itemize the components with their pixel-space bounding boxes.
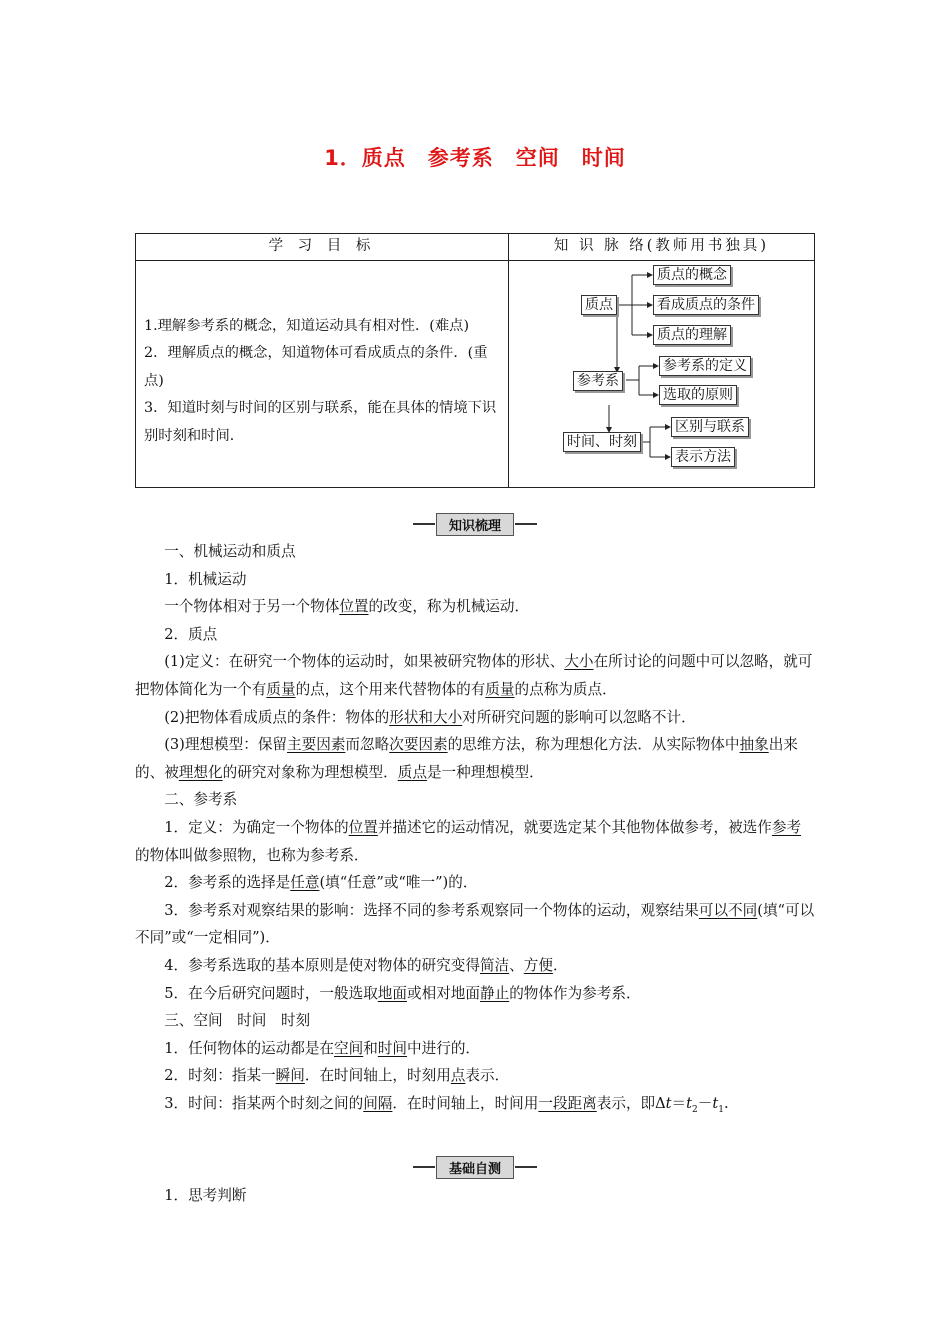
node-particle-condition: 看成质点的条件 xyxy=(653,295,759,315)
paragraph-mechanical-motion: 一个物体相对于另一个物体位置的改变，称为机械运动． xyxy=(164,598,530,616)
paragraph-space-time: 1．任何物体的运动都是在空间和时间中进行的． xyxy=(164,1039,481,1057)
objectives-table xyxy=(135,233,815,488)
goal-1: 1.理解参考系的概念，知道运动具有相对性．(难点) xyxy=(144,318,470,334)
paragraph-reference-effect: 3．参考系对观察结果的影响：选择不同的参考系观察同一个物体的运动，观察结果可以不同(填“可以不同”或“一定相同”)． xyxy=(135,901,815,947)
paragraph-time-interval: 3．时间：指某两个时刻之间的间隔．在时间轴上，时间用一段距离表示，即$\Delta t=t_2-t_1$. xyxy=(164,1094,729,1115)
node-particle-understanding: 质点的理解 xyxy=(653,325,731,345)
paragraph-particle-definition: (1)定义：在研究一个物体的运动时，如果被研究物体的形状、大小在所讨论的问题中可以忽略，就可把物体简化为一个有质量的点，这个用来代替物体的有质量的点称为质点． xyxy=(135,653,813,698)
node-particle: 质点 xyxy=(581,295,617,315)
section-tag-knowledge: 知识梳理 xyxy=(0,513,950,535)
node-representation: 表示方法 xyxy=(671,447,735,467)
heading-mechanical-motion: 一、机械运动和质点 xyxy=(164,543,296,560)
paragraph-reference-choice: 2．参考系的选择是任意(填“任意”或“唯一”)的． xyxy=(164,874,478,892)
knowledge-map-header: 知 识 脉 络(教师用书独具) xyxy=(509,234,815,261)
goal-2: 2．理解质点的概念，知道物体可看成质点的条件．(重点) xyxy=(144,345,488,389)
paragraph-particle-condition: (2)把物体看成质点的条件：物体的形状和大小对所研究问题的影响可以忽略不计． xyxy=(164,708,696,726)
learning-goals-cell xyxy=(136,261,509,488)
page-title: 1．质点 参考系 空间 时间 xyxy=(324,146,626,170)
paragraph-reference-definition: 1．定义：为确定一个物体的位置并描述它的运动情况，就要选定某个其他物体做参考，被选作参考的物体叫做参照物，也称为参考系． xyxy=(135,818,802,864)
heading-think-judge: 1．思考判断 xyxy=(164,1187,247,1204)
learning-goals-header: 学 习 目 标 xyxy=(136,234,509,261)
knowledge-body xyxy=(135,538,815,1124)
heading-reference-frame: 二、参考系 xyxy=(164,791,238,809)
node-difference-relation: 区别与联系 xyxy=(671,417,749,437)
subheading-mechanical-motion: 1．机械运动 xyxy=(164,570,247,588)
node-reference-frame: 参考系 xyxy=(573,371,623,391)
node-reference-definition: 参考系的定义 xyxy=(659,356,751,376)
goal-3: 3．知道时刻与时间的区别与联系，能在具体的情境下识别时刻和时间． xyxy=(144,400,497,444)
heading-space-time: 三、空间 时间 时刻 xyxy=(164,1012,311,1030)
section-tag-self-test: 基础自测 xyxy=(0,1156,950,1178)
knowledge-map-cell xyxy=(509,261,815,488)
paragraph-ideal-model: (3)理想模型：保留主要因素而忽略次要因素的思维方法，称为理想化方法．从实际物体中抽象出来的、被理想化的研究对象称为理想模型．质点是一种理想模型． xyxy=(135,736,798,781)
paragraph-reference-principle: 4．参考系选取的基本原则是使对物体的研究变得简洁、方便． xyxy=(164,956,568,974)
self-test-body xyxy=(135,1182,815,1210)
node-selection-principle: 选取的原则 xyxy=(659,385,737,405)
node-time-moment: 时间、时刻 xyxy=(563,432,641,452)
paragraph-reference-ground: 5．在今后研究问题时，一般选取地面或相对地面静止的物体作为参考系． xyxy=(164,984,641,1002)
node-particle-concept: 质点的概念 xyxy=(653,265,731,285)
knowledge-map-diagram xyxy=(509,261,814,487)
subheading-particle: 2．质点 xyxy=(164,625,218,643)
paragraph-moment: 2．时刻：指某一瞬间．在时间轴上，时刻用点表示． xyxy=(164,1067,510,1085)
